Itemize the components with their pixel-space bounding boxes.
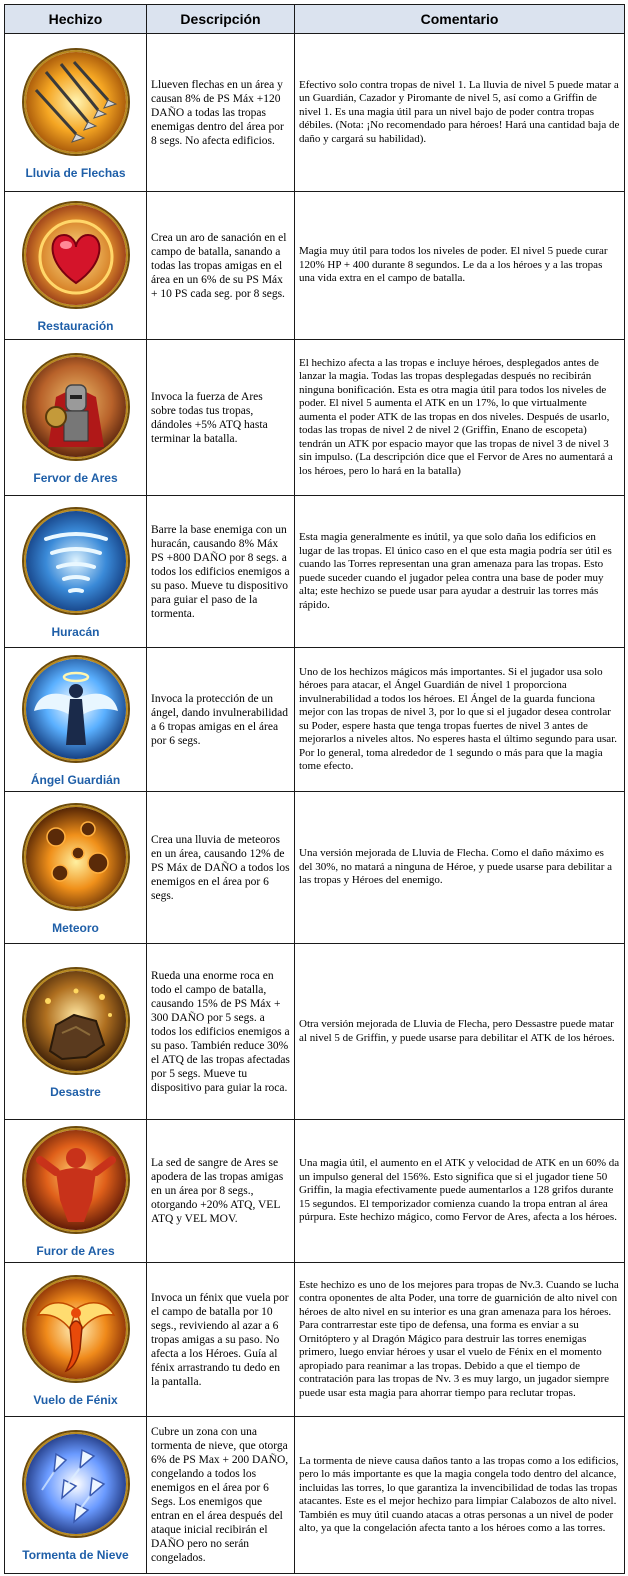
spell-name: Furor de Ares [36,1244,115,1258]
spell-description: Crea un aro de sanación en el campo de batalla, sanando a todas las tropas amigas en el área en un 6% de su PS Máx + 10 PS cada seg. por 8 segs. [147,192,295,340]
spell-comment: Otra versión mejorada de Lluvia de Flecha, pero Dessastre puede matar al nivel 5 de Griffin, y puede usarse para debilitar el ATK de los héroes. [295,944,625,1120]
warrior-icon [24,355,128,459]
spell-description: Invoca un fénix que vuela por el campo de batalla por 10 segs., reviviendo al azar a 6 tropas amigas a su paso. No afecta a los Héroes. Guía al fénix arrastrando tu dedo en la pantalla. [147,1263,295,1417]
header-description: Descripción [147,5,295,34]
spell-cell [5,1263,147,1417]
spell-cell [5,34,147,192]
spell-description: Invoca la protección de un ángel, dando invulnerabilidad a 6 tropas amigas en el área por 6 segs. [147,648,295,792]
table-row [5,192,625,340]
spell-comment: Este hechizo es uno de los mejores para tropas de Nv.3. Cuando se lucha contra oponentes de alta Poder, una torre de guarnición de alto nivel con héroes de alto nivel en su interior es una gran amenaza para los héroes. Para contrarrestar este tipo de defensa, una forma es enviar a su Ornitóptero y al Dragón Mágico para destruir las torres enemigas primero, luego enviar héroes y usar el vuelo de Fénix en el momento apropiado para reanimar a las tropas. Debido a que el tiempo de contratación para las tropas de Nv. 3 es muy largo, un jugador siempre puede usar esta magia para ahorrar tiempo para reclutar tropas. [295,1263,625,1417]
spell-name: Vuelo de Fénix [33,1392,118,1407]
spell-cell [5,1120,147,1263]
header-spell: Hechizo [5,5,147,34]
fury-icon [24,1128,128,1232]
spell-description: La sed de sangre de Ares se apodera de las tropas amigas en un área por 8 segs., otorgando +20% ATQ, VEL ATQ y VEL MOV. [147,1120,295,1263]
table-row [5,944,625,1120]
spell-cell [5,192,147,340]
table-row [5,792,625,944]
spell-cell [5,648,147,792]
table-row [5,1263,625,1417]
table-row [5,1417,625,1574]
spell-name: Ángel Guardián [30,772,121,787]
spell-cell [5,340,147,496]
header-comment: Comentario [295,5,625,34]
table-row [5,496,625,648]
spell-comment: El hechizo afecta a las tropas e incluye héroes, desplegados antes de lanzar la magia. Todas las tropas desplegadas después no recibirán ninguna bonificación. Esta es otra magia útil para todos los niveles de poder. El nivel 5 aumenta el ATK en un 17%, lo que virtualmente aumenta el poder ATK de las tropas en dos niveles. Después de usarlo, todas las tropas de nivel 2 de nivel 2 (Griffin, Enano de escopeta) tendrán un ATK por espacio mayor que las tropas de nivel 3 de nivel 3 sin impulso. (La descripción dice que el Fervor de Ares no aumentará a los héroes, pero lo hará en la batalla) [295,340,625,496]
angel-icon [24,657,128,761]
heart-icon [24,203,128,307]
spell-description: Rueda una enorme roca en todo el campo de batalla, causando 15% de PS Máx + 300 DAÑO por 5 segs. a todos los edificios enemigos a su paso. También reduce 30% el ATQ de las tropas afectadas por 5 segs. Mueve tu dispositivo para guiar la roca. [147,944,295,1120]
meteor-icon [24,805,128,909]
spell-name: Meteoro [52,920,99,935]
spell-cell [5,792,147,944]
spell-cell [5,496,147,648]
spell-comment: Esta magia generalmente es inútil, ya que solo daña los edificios en lugar de las tropas. El único caso en el que esta magia podría ser útil es cuando las Torres representan una gran amenaza para las tropas. Esto puede suceder cuando el jugador pelea contra una base de poder muy alta; este hechizo se puede usar para ayudar a destruir las torres más rápido. [295,496,625,648]
ice-shards-icon [24,1432,128,1536]
spell-comment: Uno de los hechizos mágicos más importantes. Si el jugador usa solo héroes para atacar, el Ángel Guardián de nivel 1 proporciona invulnerabilidad a todos los héroes. El Ángel de la guarda funciona mejor con las tropas de nivel 3, por lo que si el jugador desea controlar su Poder, espere hasta que tenga tropas fuertes de nivel 3 antes de mejorarlos a niveles altos. No esperes hasta el último segundo para usar. Por lo general, toma alrededor de 1 segundo o más para que la magia tome efecto. [295,648,625,792]
spell-name: Desastre [50,1084,101,1099]
spell-comment: Una magia útil, el aumento en el ATK y velocidad de ATK en un 60% da un impulso general del 156%. Esto significa que si el jugador tiene 50 Griffin, la magia efectivamente puede aumentarlos a 128 grifos durante 15 segundos. El temporizador comienza cuando la tropa entran al área púrpura. Este hechizo mágico, como Fervor de Ares, afecta a los héroes. [295,1120,625,1263]
spell-description: Barre la base enemiga con un huracán, causando 8% Máx PS +800 DAÑO por 8 segs. a todos los edificios enemigos a su paso. Mueve tu dispositivo para guiar el paso de la tormenta. [147,496,295,648]
spell-comment: Una versión mejorada de Lluvia de Flecha. Como el daño máximo es del 30%, no matará a ninguna de Héroe, y puede usarse para debilitar a las tropas y Héroes del enemigo. [295,792,625,944]
spell-comment: Efectivo solo contra tropas de nivel 1. La lluvia de nivel 5 puede matar a un Guardián, Cazador y Piromante de nivel 5, así como a Griffin de nivel 1. Es una magia útil para un nivel bajo de poder contra tropas débiles. (Nota: ¡No recomendado para héroes! Hará una cantidad baja de daño y cargará su habilidad). [295,34,625,192]
tornado-icon [24,509,128,613]
phoenix-icon [24,1277,128,1381]
spell-cell [5,1417,147,1574]
spell-description: Invoca la fuerza de Ares sobre todas tus tropas, dándoles +5% ATQ hasta terminar la batalla. [147,340,295,496]
spell-name: Lluvia de Flechas [25,165,126,180]
spell-cell [5,944,147,1120]
spell-description: Cubre un zona con una tormenta de nieve, que otorga 6% de PS Max + 200 DAÑO, congelando a todos los enemigos en el área por 6 Segs. Los enemigos que entran en el área después del ataque inicial recibirán el DAÑO pero no serán congelados. [147,1417,295,1574]
spell-description: Llueven flechas en un área y causan 8% de PS Máx +120 DAÑO a todas las tropas enemigas dentro del área por 8 segs. No afecta edificios. [147,34,295,192]
table-row [5,648,625,792]
header-row [5,5,625,34]
table-row [5,340,625,496]
spell-name: Huracán [51,624,100,639]
spell-name: Fervor de Ares [33,470,118,485]
spell-name: Tormenta de Nieve [22,1548,129,1562]
spell-comment: La tormenta de nieve causa daños tanto a las tropas como a los edificios, pero lo más importante es que la magia congela todo dentro del alcance, incluidas las torres, lo que garantiza la invencibilidad de todas las tropas atacantes. Este es el mejor hechizo para limpiar Calabozos de alto nivel. También es muy útil cuando atacas a otras personas a un nivel de poder alto, ya que la congelación afecta tanto a los héroes como a las torres. [295,1417,625,1574]
table-row [5,1120,625,1263]
spell-description: Crea una lluvia de meteoros en un área, causando 12% de PS Máx de DAÑO a todos los enemigos en el área por 6 segs. [147,792,295,944]
spell-comment: Magia muy útil para todos los niveles de poder. El nivel 5 puede curar 120% HP + 400 durante 8 segundos. Le da a los héroes y a las tropas una vida extra en el campo de batalla. [295,192,625,340]
table-row [5,34,625,192]
spell-name: Restauración [37,318,114,333]
boulder-icon [24,969,128,1073]
spells-table [4,4,625,1574]
arrow-rain-icon [24,50,128,154]
